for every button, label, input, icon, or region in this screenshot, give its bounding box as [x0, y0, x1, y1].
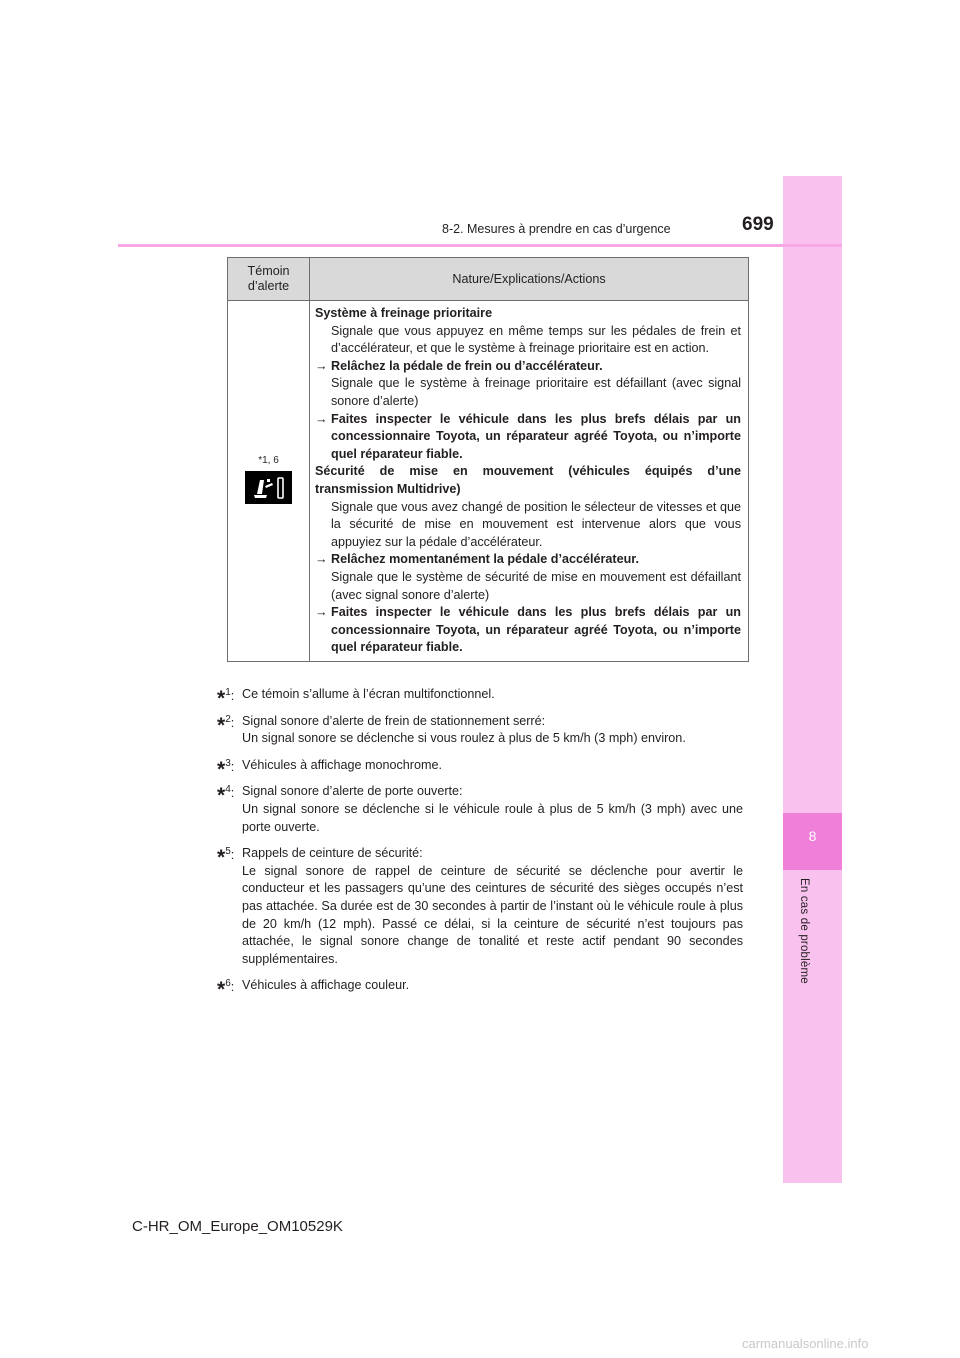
footnote-4: *$^4$: Signal sonore d’alerte de porte ouverte: Un signal sonore se déclenche si le véhicule roule à plus de 5 km/h (3 mph) avec une porte ouverte. — [217, 784, 743, 834]
footnote-2: *$^2$: Signal sonore d’alerte de frein de stationnement serré: Un signal sonore se déclenche si vous roulez à plus de 5 km/h (3 mph) environ. — [217, 713, 686, 746]
system-heading-drive-start-control: Sécurité de mise en mouvement (véhicules équipés d’une transmission Multidrive) — [315, 464, 741, 496]
table-row — [228, 301, 749, 662]
explanation-text: Signale que vous avez changé de position le sélecteur de vitesses et que la sécurité de mise en mouvement est intervenue alors que vous appuyiez sur la pédale d’accélérateur. — [331, 499, 741, 549]
description-cell — [310, 301, 749, 662]
warning-table — [227, 257, 749, 662]
arrow-icon: → — [315, 605, 328, 620]
section-title: 8-2. Mesures à prendre en cas d’urgence — [442, 222, 671, 236]
action-label: Relâchez momentanément la pédale d’accélérateur. — [331, 552, 639, 567]
footnote-6: *$^6$: Véhicules à affichage couleur. — [217, 978, 410, 1002]
action-text — [315, 411, 741, 464]
action-label: Faites inspecter le véhicule dans les plus brefs délais par un concessionnaire Toyota, un réparateur agréé Toyota, ou n’importe quel réparateur fiable. — [331, 605, 741, 655]
watermark: carmanualsonline.info — [742, 1336, 869, 1351]
chapter-title: En cas de problème — [798, 878, 810, 984]
action-text — [315, 551, 741, 569]
pedal-warning-icon — [245, 471, 292, 504]
footnote-3: *$^3$: Véhicules à affichage monochrome. — [217, 757, 442, 781]
arrow-icon: → — [315, 552, 328, 567]
arrow-icon: → — [315, 358, 328, 373]
chapter-sidebar — [783, 176, 842, 1183]
action-text — [315, 604, 741, 657]
footnote-1: *$^1$: Ce témoin s’allume à l’écran multifonctionnel. — [217, 687, 495, 711]
header-rule — [118, 244, 842, 247]
explanation-text: Signale que le système à freinage prioritaire est défaillant (avec signal sonore d’alerte) — [331, 376, 741, 408]
chapter-number: 8 — [808, 828, 817, 844]
table-header-row — [228, 258, 749, 301]
system-heading-brake-override: Système à freinage prioritaire — [315, 306, 493, 320]
indicator-cell — [228, 301, 310, 662]
page-number: 699 — [742, 214, 774, 235]
arrow-icon: → — [315, 411, 328, 426]
explanation-text: Signale que vous appuyez en même temps sur les pédales de frein et d’accélérateur, et que le système à freinage prioritaire est en action. — [331, 323, 741, 356]
action-label: Faites inspecter le véhicule dans les plus brefs délais par un concessionnaire Toyota, un réparateur agréé Toyota, ou n’importe quel réparateur fiable. — [331, 411, 741, 461]
explanation-text: Signale que le système de sécurité de mise en mouvement est défaillant (avec signal sonore d’alerte) — [331, 569, 741, 602]
footnote-5: *$^5$: Rappels de ceinture de sécurité: Le signal sonore de rappel de ceinture de sécurité se déclenche pour avertir le conducteur et les passagers qu’une des ceintures de sécurité des sièges occupés n’est pas attachée. Sa durée est de 30 secondes à partir de l’instant où le véhicule roule à plus de 20 km/h (12 mph). Passé ce délai, si la ceinture de sécurité n’est toujours pas attachée, le signal sonore change de tonalité et reste actif pendant 90 secondes supplémentaires. — [217, 846, 743, 966]
action-text — [315, 358, 741, 376]
footnotes — [217, 686, 743, 1004]
col-header-indicator: Témoin d’alerte — [228, 258, 310, 301]
document-code: C-HR_OM_Europe_OM10529K — [132, 1218, 343, 1235]
icon-footnote-ref: *1, 6 — [258, 454, 279, 466]
col-header-description: Nature/Explications/Actions — [310, 258, 749, 301]
action-label: Relâchez la pédale de frein ou d’accélérateur. — [331, 358, 603, 373]
